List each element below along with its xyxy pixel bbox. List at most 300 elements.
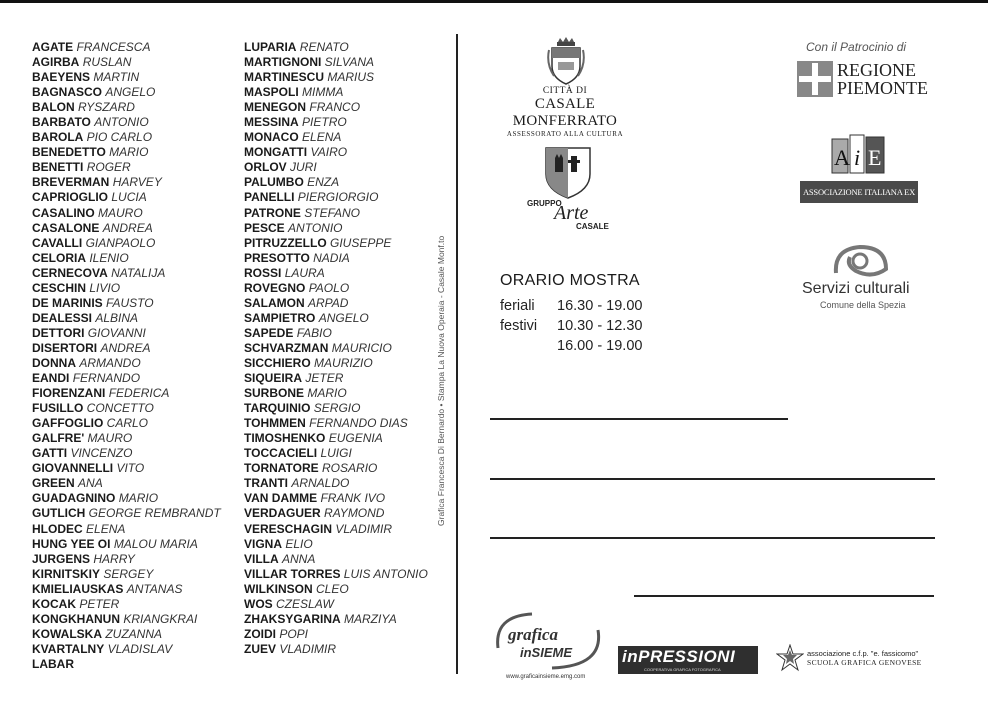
artist-surname: BARBATO bbox=[32, 115, 91, 130]
hours-day: festivi bbox=[500, 318, 538, 334]
artist-entry bbox=[244, 206, 428, 221]
grafica-word: grafica bbox=[508, 625, 559, 644]
artist-surname: KOCAK bbox=[32, 596, 76, 611]
artist-given-name: ANGELO bbox=[318, 310, 369, 325]
gruppo-arte-casale-logo bbox=[524, 144, 614, 234]
artist-given-name: ARPAD bbox=[308, 295, 349, 310]
impressioni-word: inPRESSIONI bbox=[622, 647, 736, 666]
artist-entry bbox=[244, 266, 428, 281]
artist-given-name: VINCENZO bbox=[70, 446, 133, 461]
artist-surname: MENEGON bbox=[244, 100, 307, 115]
servizi-title: Servizi culturali bbox=[802, 280, 910, 297]
artist-surname: VAN DAMME bbox=[244, 491, 318, 506]
artist-entry bbox=[32, 567, 221, 582]
artist-given-name: PETER bbox=[79, 596, 120, 611]
artist-entry bbox=[244, 522, 428, 537]
grafica-swoosh-icon bbox=[492, 608, 608, 672]
artist-entry bbox=[244, 326, 428, 341]
artist-entry bbox=[32, 145, 221, 160]
artist-entry bbox=[32, 206, 221, 221]
artist-entry bbox=[244, 431, 428, 446]
artist-surname: JURGENS bbox=[32, 551, 91, 566]
artist-entry bbox=[32, 386, 221, 401]
fassicomo-line1: associazione c.f.p. "e. fassicomo" bbox=[807, 649, 919, 658]
artist-entry bbox=[244, 416, 428, 431]
artist-entry bbox=[32, 657, 221, 672]
artist-given-name: MARIO bbox=[307, 386, 347, 401]
artist-given-name: SERGIO bbox=[313, 401, 361, 416]
artist-surname: SAMPIETRO bbox=[244, 310, 316, 325]
artist-given-name: ELENA bbox=[86, 521, 126, 536]
artist-entry bbox=[32, 552, 221, 567]
svg-text:i: i bbox=[854, 145, 861, 170]
artist-given-name: ELENA bbox=[302, 130, 342, 145]
artist-entry bbox=[244, 612, 428, 627]
artist-given-name: POPI bbox=[279, 626, 309, 641]
artist-entry bbox=[244, 160, 428, 175]
artist-entry bbox=[32, 236, 221, 251]
artist-surname: SCHVARZMAN bbox=[244, 340, 329, 355]
opening-hours bbox=[500, 272, 642, 356]
artist-entry bbox=[244, 85, 428, 100]
artist-entry bbox=[244, 446, 428, 461]
artist-surname: CAPRIOGLIO bbox=[32, 190, 109, 205]
artist-entry bbox=[32, 281, 221, 296]
artist-entry bbox=[244, 281, 428, 296]
artist-entry bbox=[244, 130, 428, 145]
artist-given-name: RENATO bbox=[299, 40, 349, 54]
artist-surname: CELORIA bbox=[32, 250, 86, 265]
hours-row bbox=[500, 336, 642, 356]
artist-entry bbox=[244, 537, 428, 552]
artist-surname: CESCHIN bbox=[32, 280, 87, 295]
artist-given-name: PIERGIORGIO bbox=[297, 190, 379, 205]
artist-entry bbox=[32, 627, 221, 642]
artist-list-left bbox=[32, 40, 221, 672]
artist-given-name: MAURICIO bbox=[331, 340, 392, 355]
printer-credit: Grafica Francesca Di Bernardo • Stampa La Nuova Operaia - Casale Monf.to bbox=[436, 235, 446, 526]
artist-entry bbox=[32, 401, 221, 416]
artist-given-name: VLADISLAV bbox=[107, 641, 173, 656]
artist-given-name: GEORGE REMBRANDT bbox=[88, 506, 221, 521]
artist-given-name: NADIA bbox=[313, 250, 350, 265]
aie-logo bbox=[800, 133, 918, 219]
artist-entry bbox=[244, 371, 428, 386]
artist-surname: MONACO bbox=[244, 130, 299, 145]
artist-entry bbox=[32, 100, 221, 115]
artist-surname: DE MARINIS bbox=[32, 295, 103, 310]
artist-surname: VERESCHAGIN bbox=[244, 521, 333, 536]
artist-given-name: ANTANAS bbox=[126, 581, 183, 596]
artist-surname: FUSILLO bbox=[32, 401, 84, 416]
artist-surname: MONGATTI bbox=[244, 145, 308, 160]
hours-time: 16.30 - 19.00 bbox=[557, 298, 643, 314]
artist-entry bbox=[244, 627, 428, 642]
artist-entry bbox=[32, 597, 221, 612]
artist-list-right bbox=[244, 40, 428, 657]
artist-surname: BAEYENS bbox=[32, 70, 91, 85]
artist-surname: CAVALLI bbox=[32, 235, 83, 250]
artist-surname: BAGNASCO bbox=[32, 85, 103, 100]
artist-given-name: MALOU MARIA bbox=[113, 536, 198, 551]
artist-entry bbox=[32, 371, 221, 386]
impressioni-tagline: COOPERATIVA GRAFICA FOTOGRAFICA bbox=[644, 667, 721, 672]
artist-given-name: FRANCO bbox=[309, 100, 361, 115]
artist-given-name: JETER bbox=[305, 371, 344, 386]
artist-surname: KIRNITSKIY bbox=[32, 566, 101, 581]
artist-surname: WILKINSON bbox=[244, 581, 313, 596]
artist-entry bbox=[244, 70, 428, 85]
artist-entry bbox=[244, 552, 428, 567]
artist-surname: TRANTI bbox=[244, 476, 288, 491]
artist-given-name: ANNA bbox=[282, 551, 316, 566]
artist-given-name: ANA bbox=[78, 476, 103, 491]
artist-surname: FIORENZANI bbox=[32, 386, 106, 401]
artist-entry bbox=[244, 491, 428, 506]
artist-given-name: PIO CARLO bbox=[86, 130, 153, 145]
city-crest-icon bbox=[546, 36, 586, 86]
artist-surname: LUPARIA bbox=[244, 40, 297, 54]
artist-entry bbox=[32, 446, 221, 461]
artist-given-name: VAIRO bbox=[310, 145, 348, 160]
grafica-insieme-logo bbox=[492, 608, 608, 680]
artist-entry bbox=[244, 341, 428, 356]
artist-given-name: VLADIMIR bbox=[279, 641, 337, 656]
artist-given-name: FRANCESCA bbox=[76, 40, 151, 54]
artist-surname: VILLAR TORRES bbox=[244, 566, 341, 581]
artist-surname: KONGKHANUN bbox=[32, 611, 120, 626]
hours-time: 16.00 - 19.00 bbox=[557, 338, 643, 354]
artist-entry bbox=[244, 100, 428, 115]
artist-entry bbox=[32, 251, 221, 266]
artist-given-name: FAUSTO bbox=[106, 295, 154, 310]
artist-surname: TIMOSHENKO bbox=[244, 431, 326, 446]
artist-entry bbox=[244, 567, 428, 582]
artist-surname: AGIRBA bbox=[32, 55, 80, 70]
artist-entry bbox=[32, 326, 221, 341]
artist-surname: KMIELIAUSKAS bbox=[32, 581, 124, 596]
gruppo-label: GRUPPO bbox=[527, 199, 562, 208]
artist-given-name: MARIUS bbox=[327, 70, 375, 85]
city-casale-block bbox=[490, 86, 640, 138]
artist-surname: PRESOTTO bbox=[244, 250, 310, 265]
artist-surname: MESSINA bbox=[244, 115, 299, 130]
artist-surname: SALAMON bbox=[244, 295, 305, 310]
artist-surname: HUNG YEE OI bbox=[32, 536, 111, 551]
city-name: CASALE MONFERRATO bbox=[512, 96, 618, 129]
artist-entry bbox=[244, 582, 428, 597]
artist-given-name: ARMANDO bbox=[79, 355, 141, 370]
address-line bbox=[634, 595, 934, 597]
artist-given-name: ANGELO bbox=[105, 85, 156, 100]
fassicomo-logo bbox=[776, 644, 946, 674]
artist-surname: WOS bbox=[244, 596, 273, 611]
artist-given-name: NATALIJA bbox=[111, 265, 166, 280]
aie-band: ASSOCIAZIONE ITALIANA EX LIBRIS bbox=[800, 181, 918, 203]
artist-entry bbox=[244, 251, 428, 266]
artist-entry bbox=[32, 190, 221, 205]
artist-surname: PANELLI bbox=[244, 190, 295, 205]
artist-surname: LABAR bbox=[32, 656, 74, 671]
artist-surname: GALFRE' bbox=[32, 431, 85, 446]
artist-surname: HLODEC bbox=[32, 521, 83, 536]
hours-day: feriali bbox=[500, 298, 535, 314]
artist-given-name: MAURIZIO bbox=[314, 355, 373, 370]
artist-surname: ZHAKSYGARINA bbox=[244, 611, 341, 626]
artist-surname: KVARTALNY bbox=[32, 641, 105, 656]
artist-surname: GUTLICH bbox=[32, 506, 86, 521]
artist-entry bbox=[244, 401, 428, 416]
artist-entry bbox=[32, 115, 221, 130]
artist-surname: CASALONE bbox=[32, 220, 100, 235]
artist-entry bbox=[32, 476, 221, 491]
artist-given-name: STEFANO bbox=[304, 205, 361, 220]
city-label: CITTÀ DI bbox=[542, 86, 588, 96]
artist-given-name: ANTONIO bbox=[94, 115, 149, 130]
artist-given-name: MARIO bbox=[109, 145, 149, 160]
artist-surname: ROSSI bbox=[244, 265, 282, 280]
artist-surname: KOWALSKA bbox=[32, 626, 102, 641]
artist-given-name: FABIO bbox=[296, 325, 332, 340]
hours-row bbox=[500, 316, 642, 336]
artist-given-name: MARZIYA bbox=[344, 611, 397, 626]
artist-entry bbox=[32, 311, 221, 326]
artist-entry bbox=[32, 491, 221, 506]
artist-given-name: ROGER bbox=[86, 160, 131, 175]
artist-given-name: LUIS ANTONIO bbox=[343, 566, 428, 581]
artist-given-name: CARLO bbox=[106, 416, 149, 431]
artist-given-name: VITO bbox=[116, 461, 145, 476]
address-line bbox=[490, 537, 935, 539]
artist-entry bbox=[244, 311, 428, 326]
artist-given-name: LAURA bbox=[284, 265, 325, 280]
artist-given-name: CLEO bbox=[316, 581, 349, 596]
artist-entry bbox=[32, 175, 221, 190]
artist-entry bbox=[32, 55, 221, 70]
artist-entry bbox=[244, 40, 428, 55]
artist-entry bbox=[32, 296, 221, 311]
artist-given-name: MAURO bbox=[87, 431, 133, 446]
artist-surname: SAPEDE bbox=[244, 325, 294, 340]
artist-surname: DEALESSI bbox=[32, 310, 93, 325]
artist-given-name: PAOLO bbox=[308, 280, 350, 295]
artist-surname: VERDAGUER bbox=[244, 506, 321, 521]
artist-surname: TORNATORE bbox=[244, 461, 319, 476]
artist-entry bbox=[244, 461, 428, 476]
grafica-url: www.graficainsieme.emg.com bbox=[506, 674, 586, 680]
artist-surname: ORLOV bbox=[244, 160, 287, 175]
opening-hours-title: ORARIO MOSTRA bbox=[500, 272, 640, 289]
artist-entry bbox=[32, 85, 221, 100]
artist-surname: DISERTORI bbox=[32, 340, 98, 355]
artist-entry bbox=[32, 431, 221, 446]
fassicomo-star-icon bbox=[776, 644, 804, 672]
artist-surname: PESCE bbox=[244, 220, 285, 235]
piemonte-flag-icon bbox=[797, 61, 833, 97]
artist-given-name: RUSLAN bbox=[82, 55, 132, 70]
artist-surname: TOCCACIELI bbox=[244, 446, 318, 461]
hours-row bbox=[500, 296, 642, 316]
artist-entry bbox=[32, 612, 221, 627]
artist-given-name: ANTONIO bbox=[288, 220, 343, 235]
aie-mark-icon bbox=[830, 133, 886, 177]
impressioni-logo bbox=[618, 646, 758, 674]
svg-text:E: E bbox=[868, 145, 882, 170]
artist-given-name: GIUSEPPE bbox=[330, 235, 392, 250]
artist-entry bbox=[32, 416, 221, 431]
servizi-spiral-icon bbox=[830, 243, 890, 281]
artist-surname: CASALINO bbox=[32, 205, 95, 220]
artist-entry bbox=[244, 175, 428, 190]
artist-surname: SURBONE bbox=[244, 386, 305, 401]
artist-given-name: RYSZARD bbox=[78, 100, 135, 115]
artist-surname: GAFFOGLIO bbox=[32, 416, 104, 431]
artist-surname: SIQUEIRA bbox=[244, 371, 303, 386]
artist-given-name: MIMMA bbox=[302, 85, 344, 100]
artist-surname: BREVERMAN bbox=[32, 175, 110, 190]
artist-surname: VILLA bbox=[244, 551, 279, 566]
address-line bbox=[490, 418, 788, 420]
artist-given-name: MAURO bbox=[98, 205, 143, 220]
servizi-subtitle: Comune della Spezia bbox=[820, 300, 906, 310]
insieme-word: inSIEME bbox=[520, 645, 573, 660]
artist-surname: GIOVANNELLI bbox=[32, 461, 114, 476]
casale-label: CASALE bbox=[576, 222, 609, 231]
artist-given-name: HARRY bbox=[93, 551, 135, 566]
artist-given-name: LUIGI bbox=[320, 446, 352, 461]
artist-given-name: SERGEY bbox=[103, 566, 154, 581]
artist-surname: PITRUZZELLO bbox=[244, 235, 327, 250]
artist-surname: MARTINESCU bbox=[244, 70, 324, 85]
artist-surname: GREEN bbox=[32, 476, 75, 491]
artist-given-name: ELIO bbox=[285, 536, 313, 551]
artist-surname: GUADAGNINO bbox=[32, 491, 116, 506]
artist-given-name: ZUZANNA bbox=[105, 626, 163, 641]
artist-entry bbox=[32, 266, 221, 281]
artist-entry bbox=[32, 582, 221, 597]
artist-given-name: LUCIA bbox=[111, 190, 147, 205]
artist-surname: CERNECOVA bbox=[32, 265, 108, 280]
artist-entry bbox=[244, 145, 428, 160]
artist-given-name: FERNANDO DIAS bbox=[309, 416, 408, 431]
artist-surname: ROVEGNO bbox=[244, 280, 306, 295]
artist-surname: BALON bbox=[32, 100, 75, 115]
artist-entry bbox=[32, 160, 221, 175]
vertical-divider bbox=[456, 34, 458, 674]
artist-given-name: KRIANGKRAI bbox=[123, 611, 198, 626]
artist-surname: VIGNA bbox=[244, 536, 283, 551]
artist-given-name: ENZA bbox=[307, 175, 340, 190]
artist-given-name: PIETRO bbox=[302, 115, 347, 130]
artist-entry bbox=[244, 190, 428, 205]
artist-entry bbox=[32, 130, 221, 145]
artist-given-name: ARNALDO bbox=[291, 476, 350, 491]
artist-surname: SICCHIERO bbox=[244, 355, 311, 370]
artist-surname: TARQUINIO bbox=[244, 401, 311, 416]
artist-entry bbox=[32, 341, 221, 356]
artist-surname: BENEDETTO bbox=[32, 145, 106, 160]
artist-entry bbox=[32, 70, 221, 85]
artist-entry bbox=[32, 506, 221, 521]
artist-surname: PALUMBO bbox=[244, 175, 304, 190]
regione-piemonte-text bbox=[837, 61, 928, 97]
piemonte-line: PIEMONTE bbox=[837, 78, 928, 98]
artist-given-name: ROSARIO bbox=[322, 461, 378, 476]
artist-given-name: FEDERICA bbox=[108, 386, 170, 401]
patronage-label: Con il Patrocinio di bbox=[806, 40, 907, 54]
artist-surname: MARTIGNONI bbox=[244, 55, 322, 70]
city-department: ASSESSORATO ALLA CULTURA bbox=[506, 130, 624, 138]
artist-entry bbox=[244, 115, 428, 130]
artist-surname: ZUEV bbox=[244, 641, 277, 656]
artist-given-name: FRANK IVO bbox=[320, 491, 386, 506]
top-edge-bar bbox=[0, 0, 988, 3]
artist-given-name: MARTIN bbox=[93, 70, 140, 85]
artist-surname: DETTORI bbox=[32, 325, 85, 340]
artist-given-name: ALBINA bbox=[95, 310, 139, 325]
artist-given-name: GIOVANNI bbox=[87, 325, 146, 340]
artist-surname: MASPOLI bbox=[244, 85, 299, 100]
artist-entry bbox=[244, 506, 428, 521]
artist-given-name: ILENIO bbox=[89, 250, 129, 265]
regione-piemonte-logo bbox=[797, 60, 928, 99]
artist-entry bbox=[32, 537, 221, 552]
artist-entry bbox=[244, 476, 428, 491]
artist-surname: TOHMMEN bbox=[244, 416, 306, 431]
artist-given-name: ANDREA bbox=[102, 220, 153, 235]
artist-given-name: RAYMOND bbox=[324, 506, 385, 521]
artist-entry bbox=[32, 356, 221, 371]
artist-given-name: VLADIMIR bbox=[335, 521, 393, 536]
arte-label: Arte bbox=[554, 202, 589, 224]
artist-surname: BAROLA bbox=[32, 130, 84, 145]
artist-given-name: LIVIO bbox=[89, 280, 121, 295]
artist-given-name: CZESLAW bbox=[276, 596, 334, 611]
artist-given-name: MARIO bbox=[118, 491, 159, 506]
artist-entry bbox=[244, 597, 428, 612]
artist-entry bbox=[244, 236, 428, 251]
artist-surname: ZOIDI bbox=[244, 626, 276, 641]
artist-given-name: HARVEY bbox=[112, 175, 162, 190]
artist-entry bbox=[244, 356, 428, 371]
artist-entry bbox=[244, 642, 428, 657]
artist-given-name: JURI bbox=[290, 160, 317, 175]
artist-surname: DONNA bbox=[32, 355, 76, 370]
svg-text:A: A bbox=[834, 145, 850, 170]
artist-given-name: EUGENIA bbox=[328, 431, 383, 446]
artist-surname: AGATE bbox=[32, 40, 74, 54]
artist-given-name: ANDREA bbox=[100, 340, 151, 355]
address-line bbox=[490, 478, 935, 480]
artist-entry bbox=[32, 642, 221, 657]
artist-entry bbox=[244, 221, 428, 236]
hours-time: 10.30 - 12.30 bbox=[557, 318, 643, 334]
artist-given-name: GIANPAOLO bbox=[85, 235, 156, 250]
artist-entry bbox=[32, 40, 221, 55]
artist-given-name: SILVANA bbox=[324, 55, 375, 70]
artist-given-name: CONCETTO bbox=[86, 401, 154, 416]
artist-surname: BENETTI bbox=[32, 160, 84, 175]
artist-entry bbox=[32, 461, 221, 476]
artist-entry bbox=[32, 221, 221, 236]
artist-entry bbox=[244, 386, 428, 401]
artist-surname: PATRONE bbox=[244, 205, 301, 220]
artist-entry bbox=[244, 296, 428, 311]
artist-entry bbox=[32, 522, 221, 537]
artist-given-name: FERNANDO bbox=[72, 371, 141, 386]
regione-line: REGIONE bbox=[837, 60, 916, 80]
artist-surname: EANDI bbox=[32, 371, 70, 386]
